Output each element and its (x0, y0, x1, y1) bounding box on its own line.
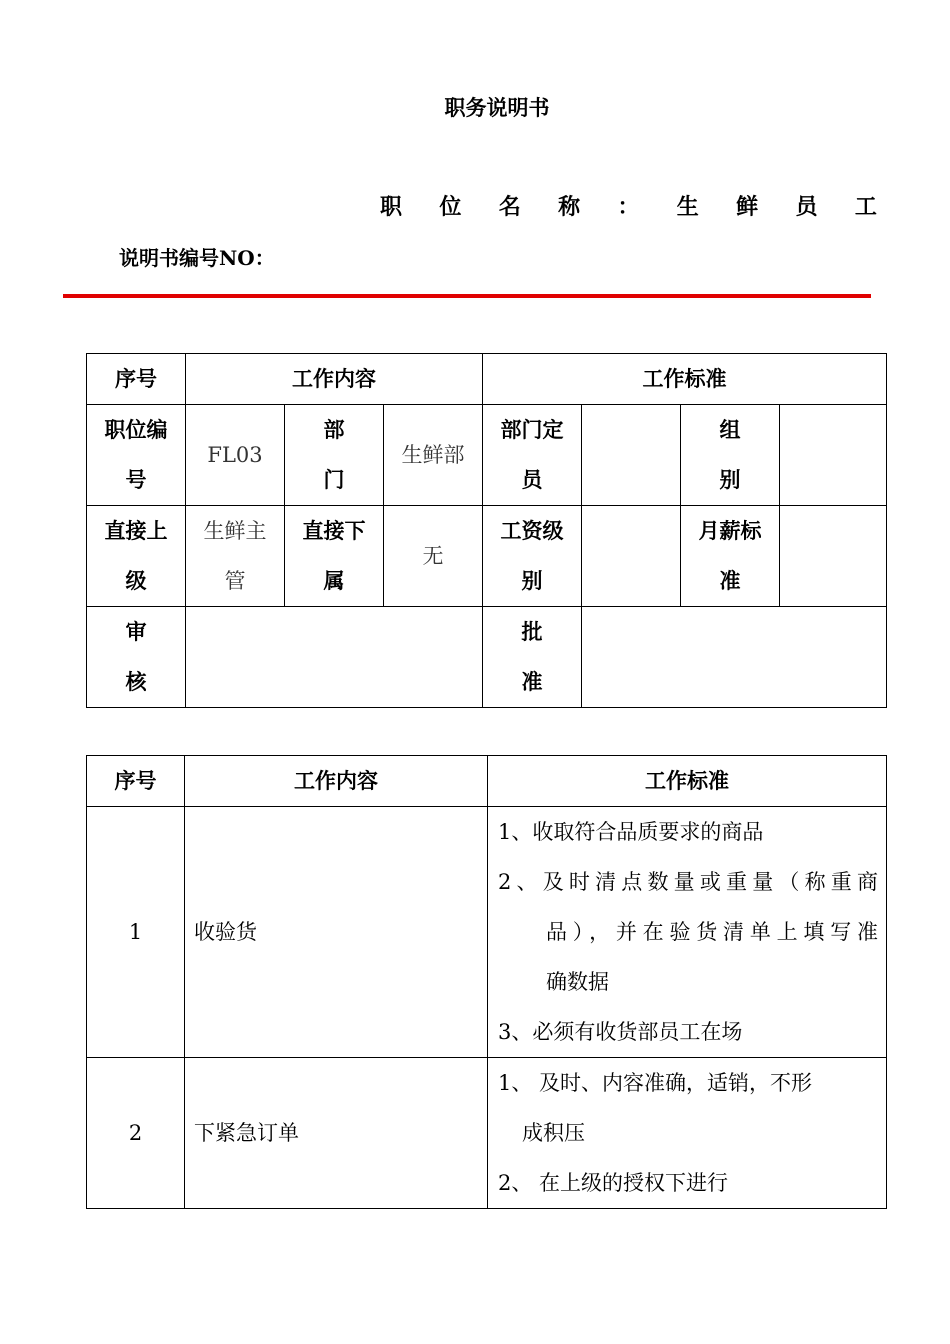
headcount-label: 部门定 员 (483, 405, 582, 506)
table-row (87, 405, 887, 506)
position-code-label: 职位编 号 (87, 405, 186, 506)
header-standard: 工作标准 (488, 756, 887, 807)
standard-line: 2、 在上级的授权下进行 (498, 1171, 729, 1195)
department-value: 生鲜部 (384, 405, 483, 506)
position-code-value: FL03 (186, 405, 285, 506)
row-seq: 2 (87, 1058, 185, 1209)
header-content: 工作内容 (185, 756, 488, 807)
row-standard (488, 1058, 887, 1209)
header-seq: 序号 (87, 354, 186, 405)
review-label: 审 核 (87, 607, 186, 708)
header-seq: 序号 (87, 756, 185, 807)
table-header-row (87, 354, 887, 405)
direct-superior-label: 直接上 级 (87, 506, 186, 607)
approve-label: 批 准 (483, 607, 582, 708)
header-standard: 工作标准 (483, 354, 887, 405)
group-value (780, 405, 887, 506)
group-label: 组 别 (681, 405, 780, 506)
standard-line: 1、 及时、内容准确，适销，不形 (498, 1071, 813, 1095)
approve-value (582, 607, 887, 708)
job-info-table (86, 353, 887, 708)
position-char: ： (617, 194, 640, 220)
duties-table (86, 755, 887, 1209)
standard-line: 2、及时清点数量或重量（称重商 (498, 870, 878, 894)
table-header-row (87, 756, 887, 807)
position-char: 生 (676, 194, 699, 220)
table-row (87, 607, 887, 708)
position-char: 工 (854, 194, 877, 220)
position-char: 职 (380, 194, 403, 220)
table-row (87, 1058, 887, 1209)
department-label: 部 门 (285, 405, 384, 506)
red-divider (63, 294, 871, 298)
position-char: 鲜 (736, 194, 759, 220)
position-char: 名 (498, 194, 521, 220)
review-value (186, 607, 483, 708)
table-row (87, 807, 887, 1058)
standard-line: 品），并在验货清单上填写准 (546, 920, 878, 944)
standard-line: 成积压 (522, 1121, 585, 1145)
direct-superior-value: 生鲜主 管 (186, 506, 285, 607)
position-name-line (380, 190, 877, 221)
position-char: 称 (558, 194, 581, 220)
salary-grade-value (582, 506, 681, 607)
row-standard (488, 807, 887, 1058)
standard-line: 3、必须有收货部员工在场 (498, 1020, 743, 1044)
row-content: 收验货 (185, 807, 488, 1058)
headcount-value (582, 405, 681, 506)
document-title: 职务说明书 (444, 95, 550, 120)
row-content: 下紧急订单 (185, 1058, 488, 1209)
standard-line: 确数据 (546, 970, 609, 994)
standard-line: 1、收取符合品质要求的商品 (498, 820, 764, 844)
monthly-salary-value (780, 506, 887, 607)
position-char: 员 (795, 194, 818, 220)
salary-grade-label: 工资级 别 (483, 506, 582, 607)
direct-subordinate-label: 直接下 属 (285, 506, 384, 607)
row-seq: 1 (87, 807, 185, 1058)
direct-subordinate-value: 无 (384, 506, 483, 607)
document-number-label: 说明书编号NO： (119, 246, 275, 270)
header-content: 工作内容 (186, 354, 483, 405)
monthly-salary-label: 月薪标 准 (681, 506, 780, 607)
table-row (87, 506, 887, 607)
position-char: 位 (439, 194, 462, 220)
